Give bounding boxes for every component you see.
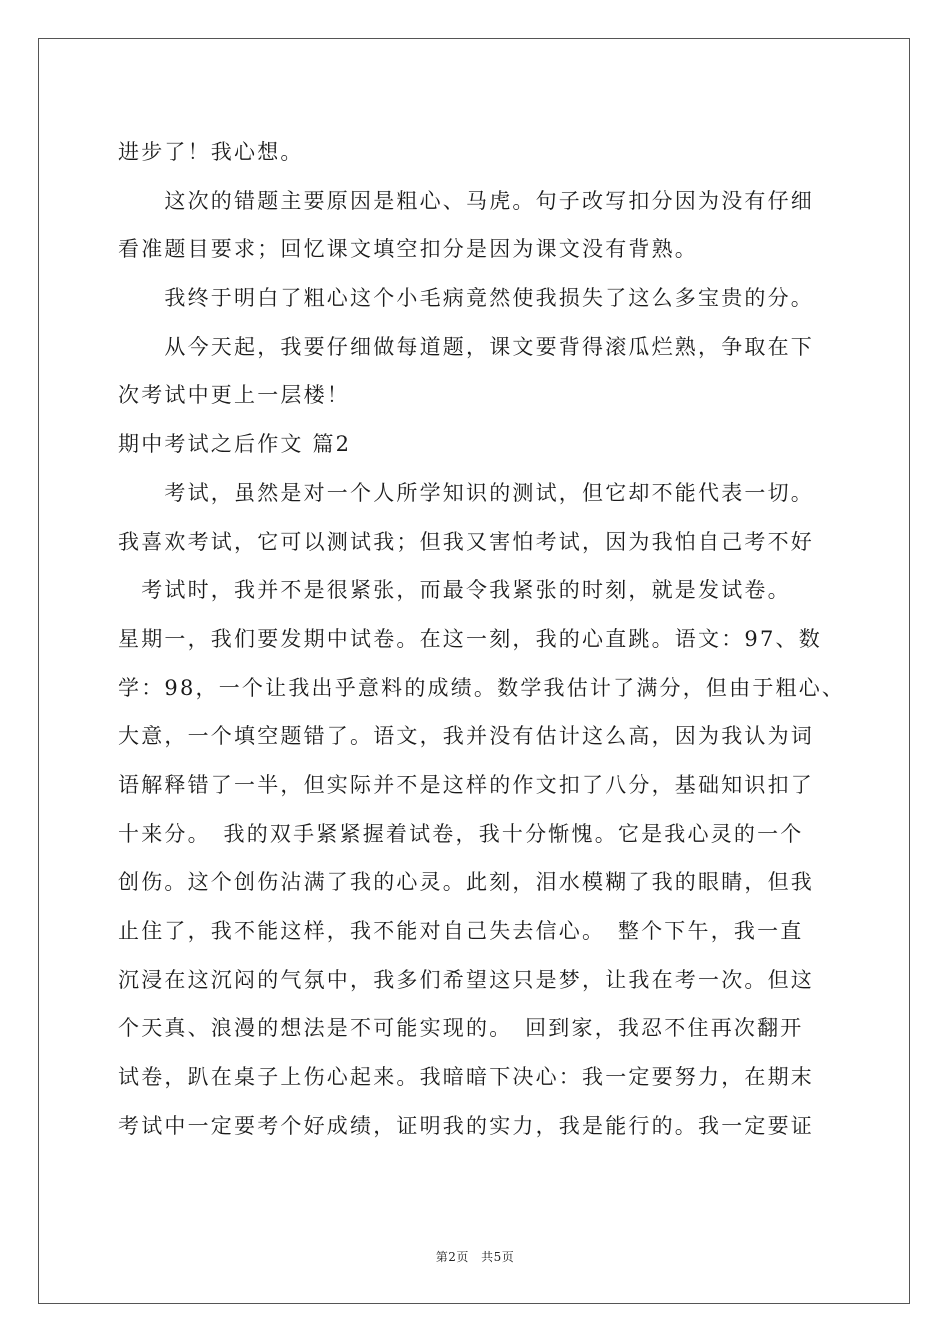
text-line: 考试中一定要考个好成绩，证明我的实力，我是能行的。我一定要证 <box>118 1113 814 1138</box>
text-line: 我终于明白了粗心这个小毛病竟然使我损失了这么多宝贵的分。 <box>118 286 814 311</box>
text-line: 止住了，我不能这样，我不能对自己失去信心。 整个下午，我一直 <box>118 919 804 943</box>
page-number: 第2页 <box>435 1250 469 1264</box>
page-footer <box>0 1248 950 1265</box>
document-body <box>118 128 852 1150</box>
text-line: 看准题目要求；回忆课文填空扣分是因为课文没有背熟。 <box>118 237 698 262</box>
text-line: 语解释错了一半，但实际并不是这样的作文扣了八分，基础知识扣了 <box>118 772 814 797</box>
text-line: 沉浸在这沉闷的气氛中，我多们希望这只是梦，让我在考一次。但这 <box>118 967 814 992</box>
text-line: 这次的错题主要原因是粗心、马虎。句子改写扣分因为没有仔细 <box>118 188 814 213</box>
text-line: 学：98，一个让我出乎意料的成绩。数学我估计了满分，但由于粗心、 <box>118 675 846 700</box>
text-line: 进步了！我心想。 <box>118 140 304 164</box>
section-heading: 期中考试之后作文 篇2 <box>118 432 352 457</box>
page-total: 共5页 <box>481 1250 515 1264</box>
text-line: 星期一，我们要发期中试卷。在这一刻，我的心直跳。语文：97、数 <box>118 626 822 651</box>
text-line: 考试时，我并不是很紧张，而最令我紧张的时刻，就是发试卷。 <box>118 578 791 603</box>
text-line: 创伤。这个创伤沾满了我的心灵。此刻，泪水模糊了我的眼睛，但我 <box>118 870 814 895</box>
text-line: 大意，一个填空题错了。语文，我并没有估计这么高，因为我认为词 <box>118 724 814 749</box>
text-line: 我喜欢考试，它可以测试我；但我又害怕考试，因为我怕自己考不好 <box>118 529 814 554</box>
text-line: 个天真、浪漫的想法是不可能实现的。 回到家，我忍不住再次翻开 <box>118 1016 804 1041</box>
text-line: 试卷，趴在桌子上伤心起来。我暗暗下决心：我一定要努力，在期末 <box>118 1065 814 1090</box>
text-line: 次考试中更上一层楼！ <box>118 383 350 408</box>
text-line: 十来分。 我的双手紧紧握着试卷，我十分惭愧。它是我心灵的一个 <box>118 821 804 846</box>
text-line: 从今天起，我要仔细做每道题，课文要背得滚瓜烂熟，争取在下 <box>118 334 814 359</box>
text-line: 考试，虽然是对一个人所学知识的测试，但它却不能代表一切。 <box>118 480 814 505</box>
